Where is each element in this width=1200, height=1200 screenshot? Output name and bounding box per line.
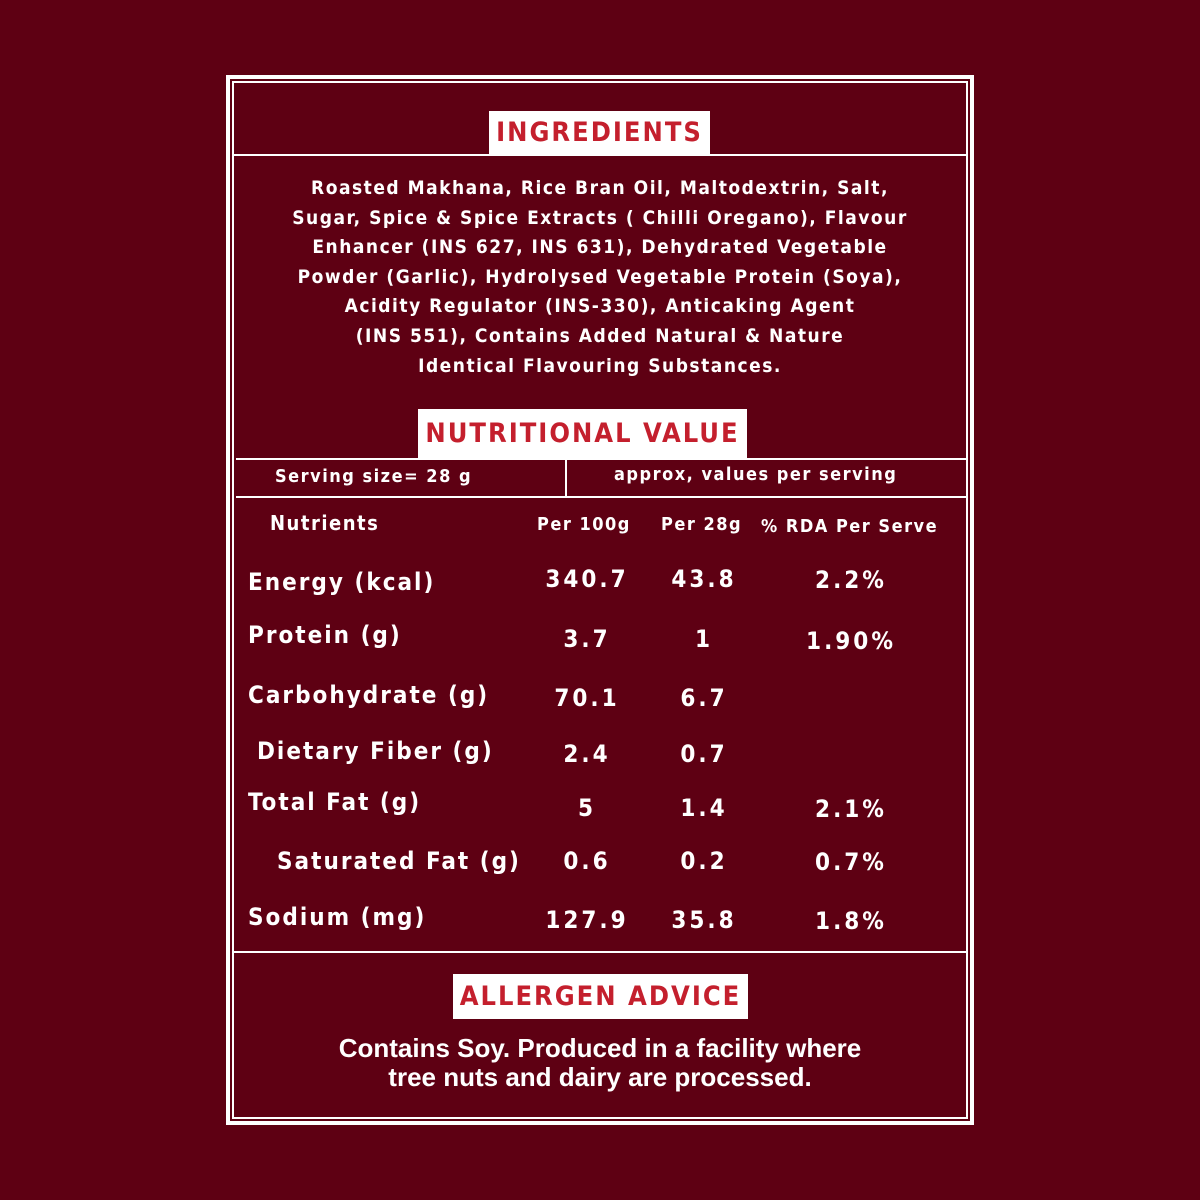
nutrient-rda: 2.2%	[815, 566, 887, 594]
allergen-heading: ALLERGEN ADVICE	[453, 974, 748, 1019]
nutrient-name: Saturated Fat (g)	[277, 847, 521, 875]
nutrient-name: Dietary Fiber (g)	[257, 737, 494, 765]
serving-size: Serving size= 28 g	[275, 466, 473, 487]
nutrient-per28: 43.8	[671, 565, 737, 593]
nutrient-per100: 70.1	[554, 684, 620, 712]
nutrient-per28: 1.4	[680, 794, 728, 822]
serving-column-divider	[565, 458, 567, 497]
nutrient-per100: 340.7	[545, 565, 629, 593]
nutrient-name: Sodium (mg)	[248, 903, 427, 931]
nutrient-rda: 1.90%	[806, 627, 896, 655]
nutrient-per100: 0.6	[563, 847, 611, 875]
nutrient-name: Carbohydrate (g)	[248, 681, 490, 709]
nutrient-rda: 0.7%	[815, 848, 887, 876]
nutrient-name: Energy (kcal)	[248, 568, 436, 596]
nutrient-per100: 2.4	[563, 740, 611, 768]
allergen-divider	[232, 951, 968, 953]
nutrient-per28: 6.7	[680, 684, 728, 712]
nutrient-name: Protein (g)	[248, 621, 402, 649]
nutrient-per28: 0.2	[680, 847, 728, 875]
column-rda: % RDA Per Serve	[761, 516, 939, 537]
allergen-text: Contains Soy. Produced in a facility where tree nuts and dairy are processed.	[338, 1033, 862, 1092]
serving-row-divider	[236, 496, 968, 498]
nutrient-name: Total Fat (g)	[248, 788, 422, 816]
nutrient-per28: 1	[694, 625, 714, 653]
ingredients-divider	[232, 154, 968, 156]
column-per28: Per 28g	[661, 514, 743, 535]
nutrition-heading: NUTRITIONAL VALUE	[418, 409, 747, 458]
nutrient-rda: 1.8%	[815, 907, 887, 935]
nutrient-rda: 2.1%	[815, 795, 887, 823]
column-per100: Per 100g	[537, 514, 631, 535]
approx-note: approx, values per serving	[614, 464, 898, 485]
nutrient-per100: 5	[577, 794, 597, 822]
nutrient-per28: 0.7	[680, 740, 728, 768]
nutrient-per100: 3.7	[563, 625, 611, 653]
ingredients-text: Roasted Makhana, Rice Bran Oil, Maltodextrin, Salt, Sugar, Spice & Spice Extracts ( Chilli Oregano), Flavour Enhancer (INS 627, INS 631), Dehydrated Vegetable Powder (Garlic), Hydrolysed Vegetable Protein (Soya), Acidity Regulator (INS-330), Anticaking Agent (INS 551), Contains Added Natural & Nature Identical Flavouring Substances.	[292, 177, 908, 377]
ingredients-heading: INGREDIENTS	[489, 111, 710, 154]
nutrient-per100: 127.9	[545, 906, 629, 934]
nutrition-top-divider	[236, 458, 968, 460]
column-nutrients: Nutrients	[270, 511, 380, 535]
nutrient-per28: 35.8	[671, 906, 737, 934]
